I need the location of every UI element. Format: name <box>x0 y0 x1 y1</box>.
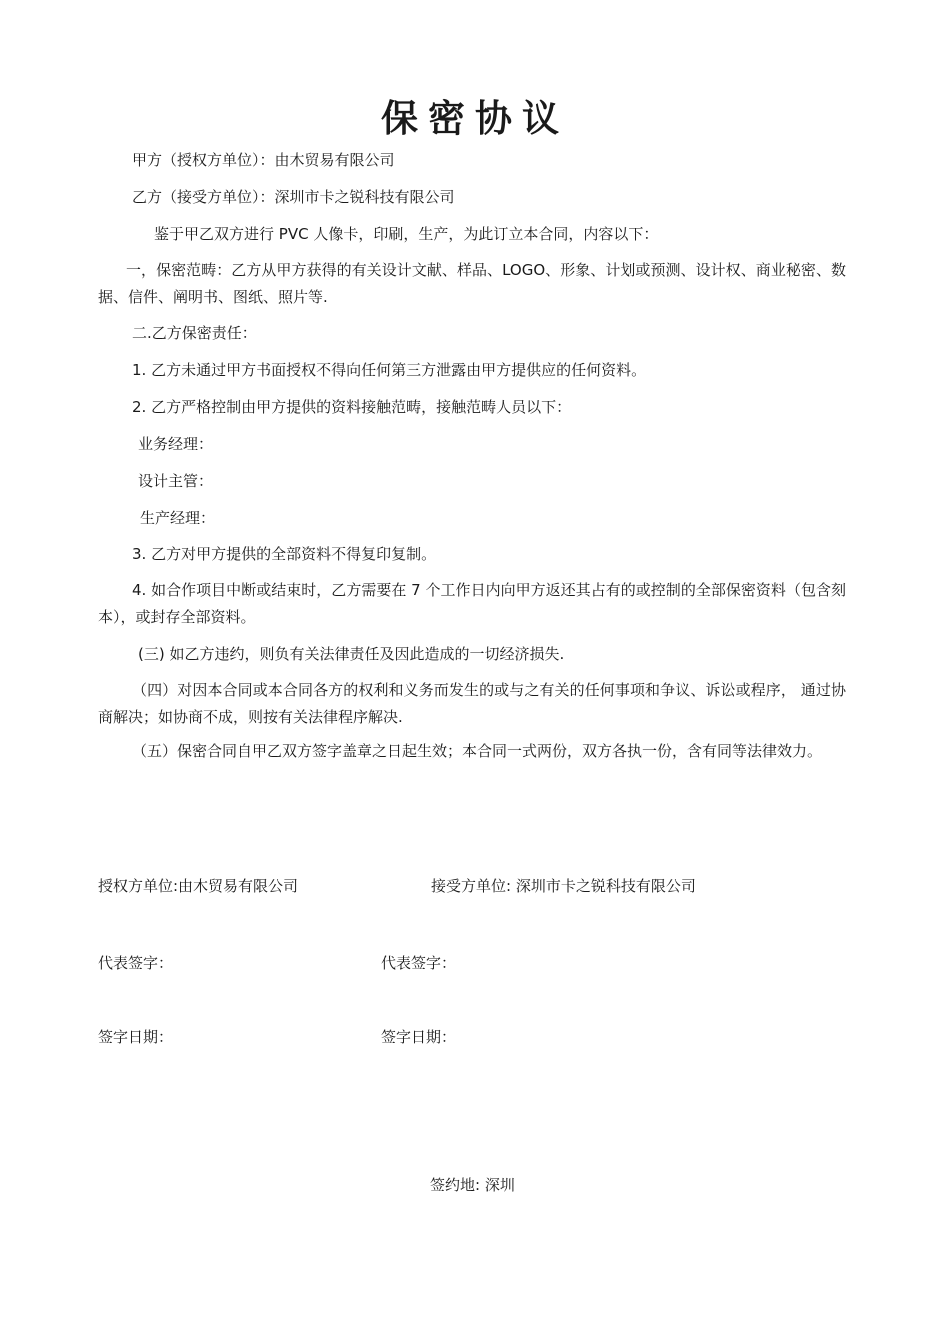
intro-paragraph: 鉴于甲乙双方进行 PVC 人像卡，印刷，生产，为此订立本合同，内容以下： <box>154 225 659 243</box>
party-b-line: 乙方（接受方单位）：深圳市卡之锐科技有限公司 <box>132 188 455 206</box>
signing-place: 签约地: 深圳 <box>430 1176 515 1194</box>
document-title: 保密协议 <box>381 97 569 140</box>
clause-4-paragraph: （四）对因本合同或本合同各方的权利和义务而发生的或与之有关的任何事项和争议、诉讼或程序， 通过协商解决；如协商不成，则按有关法律程序解决. <box>98 681 846 726</box>
duty-item-2: 2. 乙方严格控制由甲方提供的资料接触范畴，接触范畴人员以下： <box>132 398 572 416</box>
clause-scope-paragraph: 一，保密范畴：乙方从甲方获得的有关设计文献、样品、LOGO、形象、计划或预测、设计权、商业秘密、数据、信件、阐明书、图纸、照片等. <box>98 261 846 306</box>
clause-5-paragraph: （五）保密合同自甲乙双方签字盖章之日起生效；本合同一式两份，双方各执一份，含有同等法律效力。 <box>132 742 823 760</box>
duty-item-4: 4. 如合作项目中断或结束时，乙方需要在 7 个工作日内向甲方返还其占有的或控制的全部保密资料（包含刻本），或封存全部资料。 <box>98 581 846 626</box>
party-a-line: 甲方（授权方单位）：由木贸易有限公司 <box>132 151 395 169</box>
recipient-sign-date-label: 签字日期： <box>381 1028 457 1046</box>
recipient-unit-line: 接受方单位: 深圳市卡之锐科技有限公司 <box>431 877 696 895</box>
recipient-rep-signature-label: 代表签字： <box>381 954 457 972</box>
grantor-sign-date-label: 签字日期： <box>98 1028 174 1046</box>
clause-3-paragraph: (三) 如乙方违约，则负有关法律责任及因此造成的一切经济损失. <box>138 645 565 663</box>
duty-item-3: 3. 乙方对甲方提供的全部资料不得复印复制。 <box>132 545 437 563</box>
role-business-manager: 业务经理： <box>138 435 214 453</box>
role-design-supervisor: 设计主管： <box>138 472 214 490</box>
clause-duty-heading: 二.乙方保密责任： <box>132 324 257 342</box>
grantor-unit-line: 授权方单位:由木贸易有限公司 <box>98 877 299 895</box>
grantor-rep-signature-label: 代表签字： <box>98 954 174 972</box>
duty-item-1: 1. 乙方未通过甲方书面授权不得向任何第三方泄露由甲方提供应的任何资料。 <box>132 361 647 379</box>
role-production-manager: 生产经理： <box>140 509 216 527</box>
